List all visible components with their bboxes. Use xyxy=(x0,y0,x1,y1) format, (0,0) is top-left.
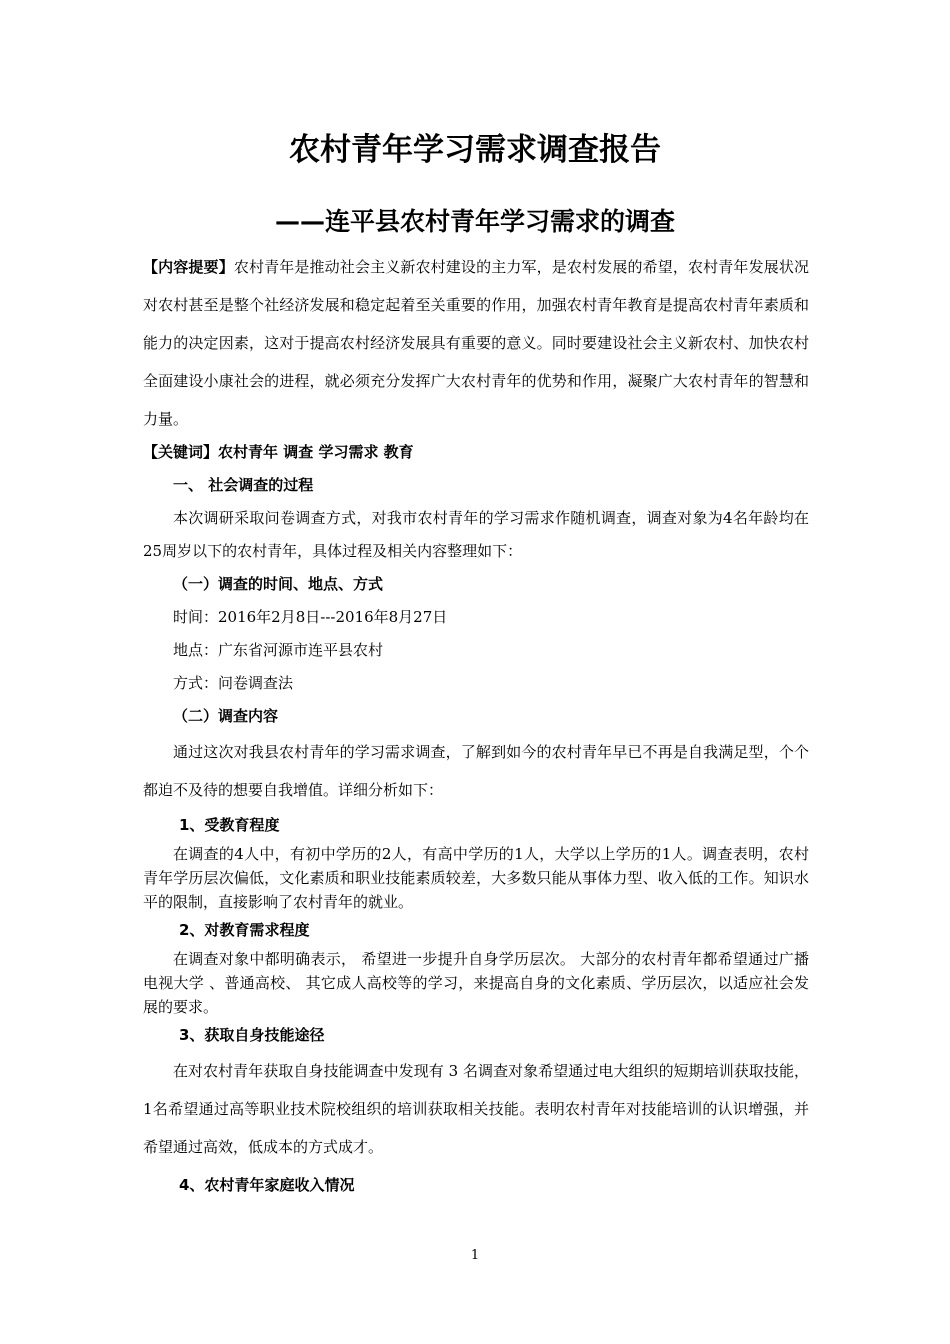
item4-heading: 4、农村青年家庭收入情况 xyxy=(179,1176,355,1194)
item1-text: 在调查的4人中，有初中学历的2人，有高中学历的1人，大学以上学历的1人。调查表明，农村青年学历层次偏低，文化素质和职业技能素质较差，大多数只能从事体力型、收入低的工作。知识水平的限制，直接影响了农村青年的就业。 xyxy=(143,845,809,911)
abstract-text: 农村青年是推动社会主义新农村建设的主力军，是农村发展的希望，农村青年发展状况对农村甚至是整个社经济发展和稳定起着至关重要的作用，加强农村青年教育是提高农村青年素质和能力的决定因素，这对于提高农村经济发展具有重要的意义。同时要建设社会主义新农村、加快农村全面建设小康社会的进程，就必须充分发挥广大农村青年的优势和作用，凝聚广大农村青年的智慧和力量。 xyxy=(143,258,809,428)
document-body xyxy=(143,248,809,1204)
item1-heading: 1、受教育程度 xyxy=(179,816,280,834)
sub1-time: 时间：2016年2月8日---2016年8月27日 xyxy=(173,608,448,626)
abstract-paragraph xyxy=(143,248,809,438)
section1-heading: 一、 社会调查的过程 xyxy=(173,476,314,494)
item3-text: 在对农村青年获取自身技能调查中发现有 3 名调查对象希望通过电大组织的短期培训获取技能，1名希望通过高等职业技术院校组织的培训获取相关技能。表明农村青年对技能培训的认识增强，并希望通过高效，低成本的方式成才。 xyxy=(143,1062,809,1156)
sub2-heading: （二）调查内容 xyxy=(173,707,279,725)
abstract-label: 【内容提要】 xyxy=(143,258,234,276)
item2-text: 在调查对象中都明确表示， 希望进一步提升自身学历层次。 大部分的农村青年都希望通过广播电视大学 、普通高校、 其它成人高校等的学习，来提高自身的文化素质、学历层次，以适应社会发展的要求。 xyxy=(143,950,809,1016)
page-number: 1 xyxy=(470,1248,480,1263)
sub1-heading: （一）调查的时间、地点、方式 xyxy=(173,575,384,593)
sub2-intro: 通过这次对我县农村青年的学习需求调查，了解到如今的农村青年早已不再是自我满足型，个个都迫不及待的想要自我增值。详细分析如下： xyxy=(143,743,809,799)
keywords-line: 【关键词】农村青年 调查 学习需求 教育 xyxy=(143,443,414,461)
item2-heading: 2、对教育需求程度 xyxy=(179,921,310,939)
sub1-method: 方式：问卷调查法 xyxy=(173,674,294,692)
item3-heading: 3、获取自身技能途径 xyxy=(179,1026,325,1044)
section1-intro: 本次调研采取问卷调查方式，对我市农村青年的学习需求作随机调查，调查对象为4名年龄均在25周岁以下的农村青年，具体过程及相关内容整理如下： xyxy=(143,509,809,560)
page-title: 农村青年学习需求调查报告 xyxy=(289,132,661,168)
sub1-place: 地点：广东省河源市连平县农村 xyxy=(173,641,384,659)
page-subtitle: ——连平县农村青年学习需求的调查 xyxy=(274,207,675,236)
